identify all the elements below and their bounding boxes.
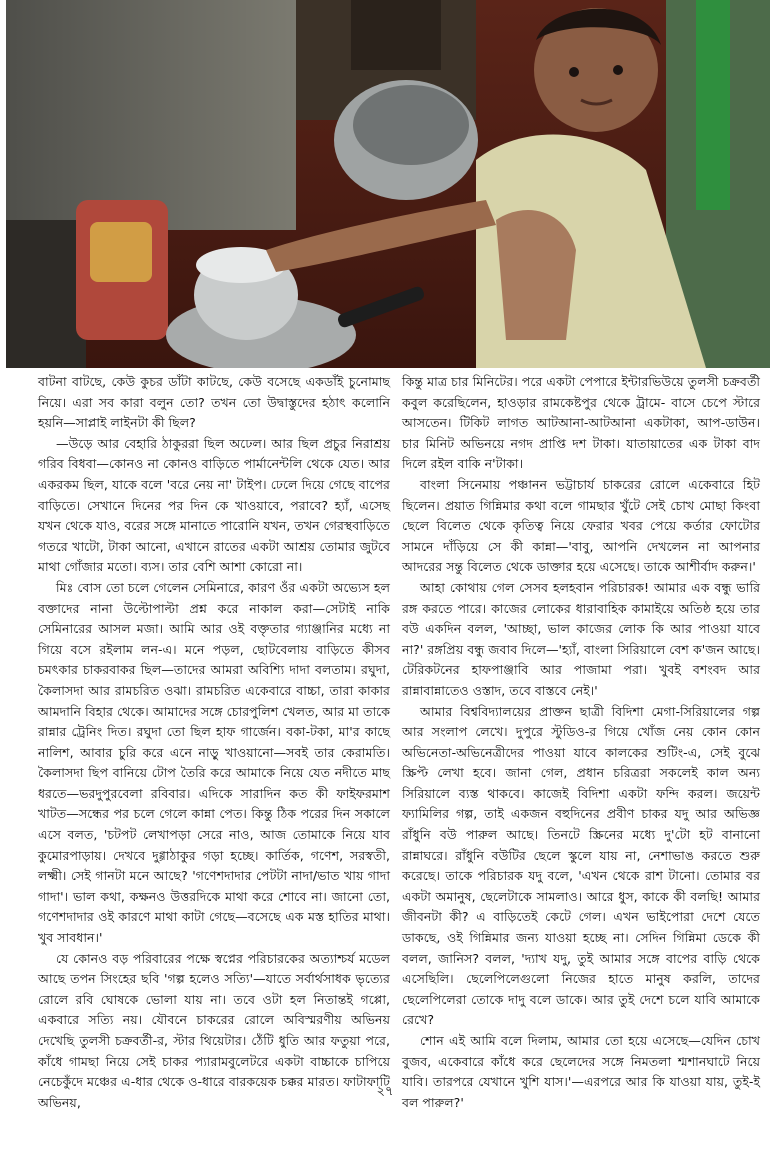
paragraph: —উড়ে আর বেহারি ঠাকুররা ছিল অঢেল। আর ছিল প্রচুর নিরাশ্রয় গরিব বিধবা—কোনও না কোনও বাড়িতে পার্মানেন্টলি থেকে যেত। আর একরকম ছিল, যাকে বলে 'বরে নেয় না' টাইপ। ঢেলে দিয়ে গেছে বাপের বাড়িতে। সেখানে দিনের পর দিন কে খাওয়াবে, পরাবে? হ্যাঁ, এসেছ যখন থেকে যাও, বরের সঙ্গে মানাতে পারোনি যখন, তখন গেরস্থবাড়িতে গতরে খাটো, টাকা আনো, এখানে রাতের একটা আশ্রয় তোমার জুটবে মাথা গোঁজার মতো। ব্যস। তার বেশি আশা কোরো না।	[38, 435, 390, 575]
paragraph: আমার বিশ্ববিদ্যালয়ের প্রাক্তন ছাত্রী বিদিশা মেগা-সিরিয়ালের গল্প আর সংলাপ লেখে। দুপুরে স্টুডিও-র গিয়ে খোঁজ নেয় কোন কোন অভিনেতা-অভিনেত্রীদের পাওয়া যাবে কালকের শুটিং-এ, সেই বুঝে স্ক্রিপ্ট লেখা হবে। জানা গেল, প্রধান চরিত্ররা সকলেই কাল অন্য সিরিয়ালে ব্যস্ত থাকবে। কাজেই বিদিশা একটা ফন্দি করল। জয়েন্ট ফ্যামিলির গল্প, তাই একজন বহুদিনের প্রবীণ চাকর যদু আর অভিজ্ঞ রাঁধুনি বউ পারুল আছে। তিনটে স্ক্রিনের মধ্যে দু'টো হট বানানো রান্নাঘরে। রাঁধুনি বউটির ছেলে স্কুলে যায় না, নেশাভাঙ করতে শুরু করেছে। তাকে পরিচারক যদু বলে, 'এখন থেকে রাশ টানো। তোমার বর একটা অমানুষ, ছেলেটাকে সামলাও। আরে ধুস, কাকে কী বলছি! আমার জীবনটা কী? এ বাড়িতেই কেটে গেল। এখন ভাইপোরা দেশে যেতে ডাকছে, ওই গিন্নিমার জন্য যাওয়া হচ্ছে না। সেদিন গিন্নিমা ডেকে কী বলল, জানিস? বলল, 'দ্যাখ যদু, তুই আমার সঙ্গে বাপের বাড়ি থেকে এসেছিলি। ছেলেপিলেগুলো নিজের হাতে মানুষ করলি, তাদের ছেলেপিলেরা তোকে দাদু বলে ডাকে। আর তুই দেশে চলে যাবি আমাকে রেখে?	[402, 703, 760, 1028]
girl-washing-dishes-illustration	[6, 0, 770, 368]
paragraph: মিঃ বোস তো চলে গেলেন সেমিনারে, কারণ ওঁর একটা অভ্যেস হল বক্তাদের নানা উল্টোপাল্টা প্রশ্ন করে নাকাল করা—সেটাই নাকি সেমিনারের আসল মজা। আমি আর ওই বক্তৃতার গ্যাঞ্জানির মধ্যে না গিয়ে বসে রইলাম লন-এ। মনে পড়ল, ছোটবেলায় বাড়িতে কীসব চমৎকার চাকরবাকর ছিল—তাদের আমরা অবিশ্যি দাদা বলতাম। রঘুদা, কৈলাসদা আর রামচরিত ওঝা। রামচরিত একেবারে বাচ্চা, তারা কাকার আমদানি বিহার থেকে। আমাদের সঙ্গে চোরপুলিশ খেলত, আর মা তাকে রান্নার ট্রেনিং দিত। রঘুদা তো ছিল হাফ গার্জেন। বকা-টকা, মা'র কাছে নালিশ, আবার চুরি করে এনে নাড়ু খাওয়ানো—সবই তার কেরামতি। কৈলাসদা ছিপ বানিয়ে টোপ তৈরি করে আমাকে নিয়ে যেত নদীতে মাছ ধরতে—ভরদুপুরবেলা রবিবার। এদিকে সারাদিন কত কী ফাইফরমাশ খাটত—সন্ধের পর চলে গেলে কান্না পেত। কিন্তু ঠিক পরের দিন সকালে এসে বলত, 'চটপট লেখাপড়া সেরে নাও, আজ তোমাকে নিয়ে যাব কুমোরপাড়ায়। দেখবে দুগ্গাঠাকুর গড়া হচ্ছে। কার্তিক, গণেশ, সরস্বতী, লক্ষ্মী। সেই গানটা মনে আছে? 'গণেশদাদার পেটটা নাদা/ভাত খায় গাদা গাদা'। ভাল কথা, কক্ষনও উত্তরদিকে মাথা করে শোবে না। জানো তো, গণেশদাদার ওই কারণে মাথা কাটা গেছে—বসেছে এক মস্ত হাতির মাথা। খুব সাবধান।'	[38, 579, 390, 946]
paragraph: শোন এই আমি বলে দিলাম, আমার তো হয়ে এসেছে—যেদিন চোখ বুজব, একেবারে কাঁধে করে ছেলেদের সঙ্গে নিমতলা শ্মশানঘাটে নিয়ে যাবি। তারপরে যেখানে খুশি যাস।'—এরপরে আর কি যাওয়া যায়, তুই-ই বল পারুল?'	[402, 1033, 760, 1110]
kitchen-photo	[6, 0, 770, 368]
right-text-column	[402, 372, 760, 1113]
paragraph: যে কোনও বড় পরিবারের পক্ষে স্বপ্নের পরিচারকের অত্যাশ্চর্য মডেল আছে তপন সিংহের ছবি 'গল্প হলেও সত্যি'—যাতে সর্বার্থসাধক ভৃত্যের রোলে রবি ঘোষকে ভোলা যায় না। তবে ওটা হল নিতান্তই গপ্পো, একবারে সত্যি নয়। যৌবনে চাকরের রোলে অবিস্মরণীয় অভিনয় দেখেছি তুলসী চক্রবর্তী-র, স্টার থিয়েটার। ঠেঁটি ধুতি আর ফতুয়া পরে, কাঁধে গামছা নিয়ে সেই চাকর প্যারামবুলেটরে একটা বাচ্চাকে চাপিয়ে নেচেকুঁদে মঞ্চের এ-ধার থেকে ও-ধারে বারকয়েক চক্কর মারত। ফাটাফাটি অভিনয়,	[38, 950, 390, 1110]
paragraph: আহা কোথায় গেল সেসব হলহবান পরিচারক! আমার এক বন্ধু ভারি রঙ্গ করতে পারে। কাজের লোকের ধারাবাহিক কামাইয়ে অতিষ্ঠ হয়ে তার বউ একদিন বলল, 'আচ্ছা, ভাল কাজের লোক কি আর পাওয়া যাবে না?' রঙ্গপ্রিয় বন্ধু জবাব দিলে—'হ্যাঁ, বাংলা সিরিয়ালে বেশ ক'জন আছে। টেরিকটনের হাফপাঞ্জাবি আর পাজামা পরা। খুবই বশংবদ আর রান্নাবান্নাতেও ওস্তাদ, তবে বাস্তবে নেই।'	[402, 579, 760, 698]
paragraph: বাংলা সিনেমায় পঞ্চানন ভট্টাচার্য চাকরের রোলে একেবারে হিট ছিলেন। প্রয়াত গিন্নিমার কথা বলে গামছার খুঁটে সেই চোখ মোছা কিংবা ছেলে বিলেত থেকে কৃতিত্ব নিয়ে ফেরার খবর পেয়ে কর্তার ফোটোর সামনে দাঁড়িয়ে সে কী কান্না—'বাবু, আপনি দেখলেন না আপনার আদরের সন্তু বিলেত থেকে ডাক্তার হয়ে এসেছে। তাকে আশীর্বাদ করুন।'	[402, 476, 760, 575]
page-number: ২৭	[376, 1084, 394, 1099]
paragraph: বাটনা বাটছে, কেউ কুচর ডাঁটা কাটছে, কেউ বসেছে একডাঁই চুনোমাছ নিয়ে। এরা সব কারা বলুন তো? তখন তো উদ্বাস্তুদের হঠাৎ কলোনি হয়নি—সাপ্লাই লাইনটা কী ছিল?	[38, 374, 390, 431]
paragraph: কিন্তু মাত্র চার মিনিটের। পরে একটা পেপারে ইন্টারভিউয়ে তুলসী চক্রবর্তী কবুল করেছিলেন, হাওড়ার রামকেষ্টপুর থেকে ট্রামে- বাসে চেপে স্টারে আসতেন। টিকিট লাগত আটআনা-আটআনা একটাকা, আপ-ডাউন। চার মিনিট অভিনয়ে নগদ প্রাপ্তি দশ টাকা। যাতায়াতের এক টাকা বাদ দিলে রইল বাকি ন'টাকা।	[402, 374, 760, 472]
left-text-column	[38, 372, 390, 1113]
